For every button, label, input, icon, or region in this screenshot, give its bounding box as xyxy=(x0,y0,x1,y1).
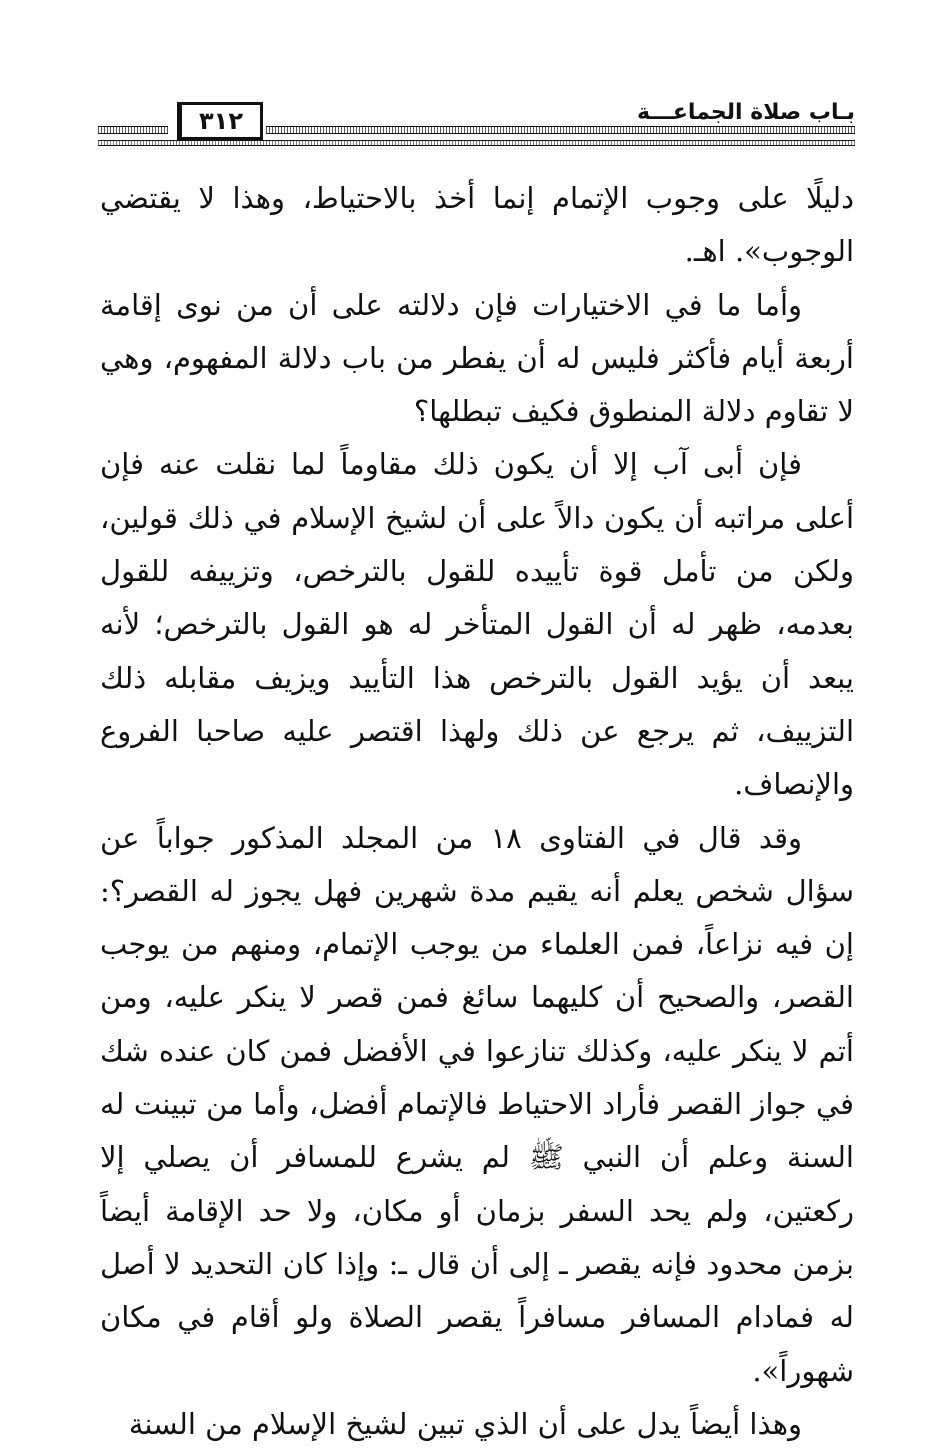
page-number-box xyxy=(177,102,263,140)
header-underline xyxy=(98,140,855,146)
paragraph-4: وقد قال في الفتاوى ١٨ من المجلد المذكور جواباً عن سؤال شخص يعلم أنه يقيم مدة شهرين فهل يجوز له القصر؟: إن فيه نزاعاً، فمن العلماء من يوجب الإتمام، ومنهم من يوجب القصر، والصحيح أن كليهما سائغ فمن قصر لا ينكر عليه، ومن أتم لا ينكر عليه، وكذلك تنازعوا في الأفضل فمن كان عنده شك في جواز القصر فأراد الاحتياط فالإتمام أفضل، وأما من تبينت له السنة وعلم أن النبي ﷺ لم يشرع للمسافر أن يصلي إلا ركعتين، ولم يحد السفر بزمان أو مكان، ولا حد الإقامة أيضاً بزمن محدود فإنه يقصر ـ إلى أن قال ـ: وإذا كان التحديد لا أصل له فمادام المسافر مسافراً يقصر الصلاة ولو أقام في مكان شهوراً». xyxy=(100,820,854,1388)
paragraph-1: دليلًا على وجوب الإتمام إنما أخذ بالاحتياط، وهذا لا يقتضي الوجوب». اهـ. xyxy=(100,181,854,269)
header-rule xyxy=(266,126,855,134)
body-text xyxy=(100,172,854,1451)
paragraph-5: وهذا أيضاً يدل على أن الذي تبين لشيخ الإسلام من السنة xyxy=(128,1406,802,1441)
header-rule-left xyxy=(98,126,168,134)
running-header xyxy=(98,96,855,148)
chapter-title: بـاب صلاة الجماعـــة xyxy=(636,100,855,125)
page-number: ٣١٢ xyxy=(199,107,243,135)
paragraph-3: فإن أبى آب إلا أن يكون ذلك مقاوماً لما نقلت عنه فإن أعلى مراتبه أن يكون دالاً على أن لشيخ الإسلام في ذلك قولين، ولكن من تأمل قوة تأييده للقول بالترخص، وتزييفه للقول بعدمه، ظهر له أن القول المتأخر له هو القول بالترخص؛ لأنه يبعد أن يؤيد القول بالترخص هذا التأييد ويزيف مقابله ذلك التزييف، ثم يرجع عن ذلك ولهذا اقتصر عليه صاحبا الفروع والإنصاف. xyxy=(100,447,854,802)
paragraph-2: وأما ما في الاختيارات فإن دلالته على أن من نوى إقامة أربعة أيام فأكثر فليس له أن يفطر من باب دلالة المفهوم، وهي لا تقاوم دلالة المنطوق فكيف تبطلها؟ xyxy=(100,287,854,429)
